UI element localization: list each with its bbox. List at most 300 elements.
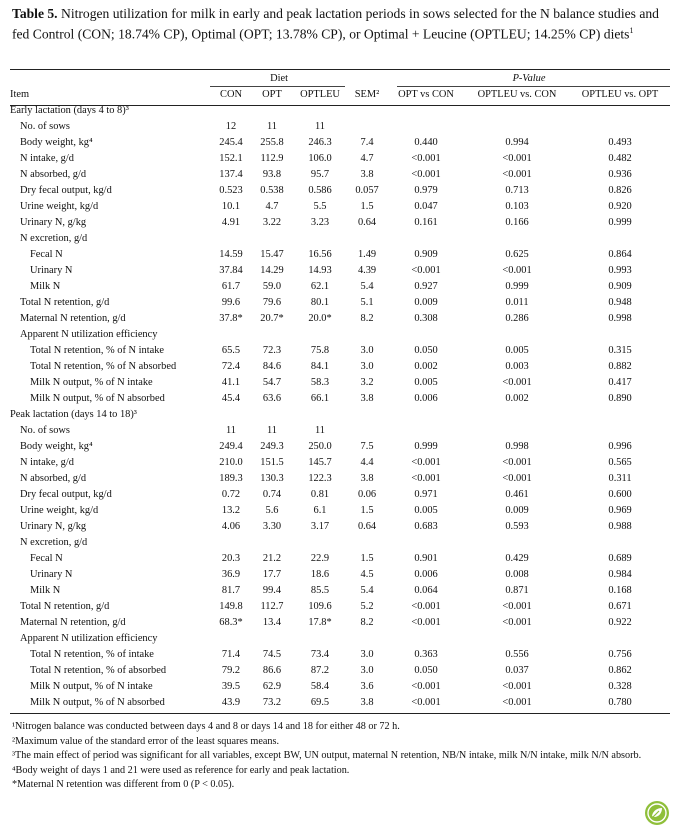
cell-sem — [346, 326, 388, 342]
col-header-sem: SEM² — [354, 88, 380, 100]
cell-opt: 112.7 — [260, 600, 284, 612]
cell-optleu-vs-opt: 0.311 — [608, 472, 632, 484]
table-row — [10, 390, 670, 406]
row-label: Fecal N — [30, 552, 63, 564]
cell-sem: 0.057 — [355, 184, 379, 196]
cell-sem — [346, 102, 388, 118]
cell-opt-vs-con: <0.001 — [411, 696, 441, 708]
cell-optleu-vs-con: 0.009 — [505, 504, 529, 516]
cell-optleu: 3.23 — [310, 216, 330, 228]
cell-opt: 74.5 — [262, 648, 282, 660]
table-row — [10, 438, 670, 454]
cell-optleu-vs-opt — [570, 230, 670, 246]
cell-optleu: 122.3 — [308, 472, 332, 484]
row-label: Early lactation (days 4 to 8)³ — [10, 104, 129, 116]
cell-sem: 4.5 — [360, 568, 374, 580]
row-label: Total N retention, % of N intake — [30, 344, 165, 356]
cell-optleu-vs-con: 0.999 — [505, 280, 529, 292]
row-label: N excretion, g/d — [20, 536, 88, 548]
cell-opt: 17.7 — [262, 568, 282, 580]
cell-opt-vs-con: 0.363 — [414, 648, 438, 660]
cell-optleu-vs-opt: 0.999 — [608, 216, 632, 228]
row-label: Maternal N retention, g/d — [20, 312, 126, 324]
cell-optleu-vs-opt — [570, 422, 670, 438]
cell-con: 12 — [225, 120, 237, 132]
footnote-1: ¹Nitrogen balance was conducted between days 4 and 8 or days 14 and 18 for either 48 or 72 h. — [12, 721, 400, 732]
cell-sem: 5.1 — [360, 296, 374, 308]
cell-con: 41.1 — [221, 376, 241, 388]
cell-optleu-vs-con: <0.001 — [502, 168, 532, 180]
table-row — [10, 198, 670, 214]
cell-con: 11 — [225, 424, 236, 436]
cell-sem: 0.06 — [357, 488, 377, 500]
cell-opt: 93.8 — [262, 168, 282, 180]
cell-con: 0.72 — [221, 488, 241, 500]
row-label: Total N retention, g/d — [20, 600, 110, 612]
cell-optleu-vs-opt — [570, 118, 670, 134]
table-row — [10, 470, 670, 486]
cell-optleu-vs-con: 0.713 — [505, 184, 529, 196]
cell-con — [212, 534, 250, 550]
cell-optleu-vs-con — [464, 534, 570, 550]
cell-opt — [250, 230, 294, 246]
cell-opt-vs-con: 0.005 — [414, 504, 438, 516]
table-row — [10, 598, 670, 614]
cell-optleu — [294, 102, 346, 118]
table-row — [10, 230, 670, 246]
footnote-5: *Maternal N retention was different from 0 (P < 0.05). — [12, 779, 235, 791]
col-header-opt: OPT — [262, 88, 282, 100]
table-row — [10, 406, 670, 422]
cell-optleu-vs-con: <0.001 — [502, 376, 532, 388]
cell-opt — [250, 326, 294, 342]
cell-con — [212, 406, 250, 422]
table-row — [10, 678, 670, 694]
cell-optleu: 6.1 — [313, 504, 327, 516]
table-label: Table 5. — [12, 6, 58, 21]
cell-opt-vs-con: <0.001 — [411, 680, 441, 692]
col-header-optleu: OPTLEU — [300, 88, 340, 100]
cell-sem: 5.4 — [360, 280, 374, 292]
cell-optleu-vs-opt: 0.996 — [608, 440, 632, 452]
table-row — [10, 566, 670, 582]
cell-con — [212, 230, 250, 246]
cell-optleu: 80.1 — [310, 296, 330, 308]
cell-con: 71.4 — [221, 648, 241, 660]
row-label: N excretion, g/d — [20, 232, 88, 244]
cell-con: 43.9 — [221, 696, 241, 708]
cell-opt-vs-con — [388, 630, 464, 646]
cell-optleu-vs-opt: 0.315 — [608, 344, 632, 356]
row-label: N intake, g/d — [20, 456, 74, 468]
cell-opt-vs-con: 0.999 — [414, 440, 438, 452]
cell-optleu: 106.0 — [308, 152, 332, 164]
table-row — [10, 518, 670, 534]
cell-con: 81.7 — [221, 584, 241, 596]
cell-optleu-vs-opt: 0.482 — [608, 152, 632, 164]
cell-sem: 3.0 — [360, 648, 374, 660]
cell-optleu-vs-opt: 0.756 — [608, 648, 632, 660]
diet-group-heading: Diet — [270, 72, 288, 84]
row-label: N absorbed, g/d — [20, 168, 87, 180]
cell-optleu-vs-con — [464, 102, 570, 118]
cell-optleu: 62.1 — [310, 280, 330, 292]
cell-optleu-vs-opt: 0.862 — [608, 664, 632, 676]
leaf-seal-icon — [644, 800, 670, 826]
cell-con: 4.06 — [221, 520, 241, 532]
cell-sem — [346, 630, 388, 646]
table-row — [10, 134, 670, 150]
pvalue-group-heading: P-Value — [512, 72, 546, 84]
cell-optleu-vs-opt: 0.909 — [608, 280, 632, 292]
cell-opt: 54.7 — [262, 376, 282, 388]
cell-sem: 7.5 — [360, 440, 374, 452]
cell-opt-vs-con: <0.001 — [411, 616, 441, 628]
cell-opt-vs-con: 0.909 — [414, 248, 438, 260]
cell-optleu: 11 — [315, 424, 326, 436]
cell-opt — [250, 406, 294, 422]
cell-opt-vs-con: <0.001 — [411, 456, 441, 468]
cell-opt: 0.538 — [260, 184, 284, 196]
footnotes — [12, 720, 672, 793]
cell-con: 245.4 — [219, 136, 243, 148]
cell-con: 10.1 — [221, 200, 241, 212]
cell-sem: 3.8 — [360, 168, 374, 180]
cell-opt-vs-con: 0.047 — [414, 200, 438, 212]
cell-sem — [346, 534, 388, 550]
cell-optleu-vs-opt: 0.689 — [608, 552, 632, 564]
cell-optleu-vs-con: <0.001 — [502, 264, 532, 276]
row-label: Milk N — [30, 584, 61, 596]
cell-con: 37.8* — [219, 312, 243, 324]
cell-optleu-vs-opt: 0.826 — [608, 184, 632, 196]
cell-optleu-vs-con: 0.556 — [505, 648, 529, 660]
cell-opt: 99.4 — [262, 584, 282, 596]
cell-optleu: 250.0 — [308, 440, 332, 452]
cell-opt: 11 — [266, 424, 277, 436]
cell-optleu-vs-con: 0.008 — [505, 568, 529, 580]
cell-optleu-vs-con — [464, 230, 570, 246]
row-label: Total N retention, % of intake — [30, 648, 154, 660]
cell-optleu-vs-opt: 0.864 — [608, 248, 632, 260]
cell-con: 72.4 — [221, 360, 241, 372]
row-label: Milk N — [30, 280, 61, 292]
table-row — [10, 662, 670, 678]
cell-optleu-vs-con: <0.001 — [502, 680, 532, 692]
cell-optleu-vs-opt: 0.882 — [608, 360, 632, 372]
cell-opt-vs-con: 0.005 — [414, 376, 438, 388]
cell-sem: 5.2 — [360, 600, 374, 612]
table-row — [10, 646, 670, 662]
row-label: Urinary N — [30, 264, 73, 276]
cell-optleu — [294, 534, 346, 550]
cell-opt: 14.29 — [260, 264, 284, 276]
table-row — [10, 694, 670, 710]
cell-optleu: 0.586 — [308, 184, 332, 196]
footnote-2: ²Maximum value of the standard error of the least squares means. — [12, 735, 279, 747]
table-row — [10, 294, 670, 310]
cell-sem: 4.7 — [360, 152, 374, 164]
cell-optleu: 18.6 — [310, 568, 330, 580]
cell-sem: 3.0 — [360, 360, 374, 372]
cell-opt: 249.3 — [260, 440, 284, 452]
cell-sem: 3.6 — [360, 680, 374, 692]
cell-opt-vs-con: 0.050 — [414, 344, 438, 356]
cell-optleu: 3.17 — [310, 520, 330, 532]
cell-opt: 3.22 — [262, 216, 282, 228]
cell-optleu: 66.1 — [310, 392, 330, 404]
cell-con — [212, 326, 250, 342]
cell-opt-vs-con: <0.001 — [411, 600, 441, 612]
table-row — [10, 630, 670, 646]
cell-opt: 79.6 — [262, 296, 282, 308]
cell-optleu-vs-con: <0.001 — [502, 472, 532, 484]
cell-opt — [250, 630, 294, 646]
table-row — [10, 502, 670, 518]
cell-optleu: 17.8* — [308, 616, 332, 628]
cell-opt: 20.7* — [260, 312, 284, 324]
row-label: Milk N output, % of N intake — [30, 376, 153, 388]
cell-optleu-vs-con: 0.037 — [505, 664, 529, 676]
cell-optleu-vs-opt: 0.984 — [608, 568, 632, 580]
cell-opt: 151.5 — [260, 456, 284, 468]
cell-optleu: 145.7 — [308, 456, 332, 468]
cell-opt-vs-con — [388, 326, 464, 342]
table-row — [10, 374, 670, 390]
cell-opt-vs-con: 0.440 — [414, 136, 438, 148]
cell-optleu — [294, 406, 346, 422]
cell-con: 79.2 — [221, 664, 241, 676]
cell-optleu: 22.9 — [310, 552, 330, 564]
cell-opt: 84.6 — [262, 360, 282, 372]
cell-opt: 112.9 — [260, 152, 284, 164]
cell-optleu-vs-con: 0.429 — [505, 552, 529, 564]
cell-optleu: 20.0* — [308, 312, 332, 324]
cell-optleu — [294, 630, 346, 646]
cell-sem — [346, 406, 388, 422]
cell-optleu-vs-opt: 0.920 — [608, 200, 632, 212]
cell-optleu-vs-con: 0.625 — [505, 248, 529, 260]
table-row — [10, 342, 670, 358]
cell-optleu: 58.3 — [310, 376, 330, 388]
col-header-item: Item — [10, 88, 30, 100]
caption-footnote-ref: 1 — [629, 25, 634, 35]
cell-con: 137.4 — [219, 168, 243, 180]
cell-con: 65.5 — [221, 344, 241, 356]
row-label: Urinary N, g/kg — [20, 216, 87, 228]
cell-optleu-vs-con: <0.001 — [502, 152, 532, 164]
cell-opt-vs-con — [388, 118, 464, 134]
cell-optleu-vs-con: 0.998 — [505, 440, 529, 452]
cell-opt-vs-con: <0.001 — [411, 152, 441, 164]
row-label: Urinary N, g/kg — [20, 520, 87, 532]
row-label: Dry fecal output, kg/d — [20, 184, 112, 196]
cell-sem — [346, 118, 388, 134]
cell-optleu-vs-opt — [570, 630, 670, 646]
cell-sem: 3.2 — [360, 376, 374, 388]
table-row — [10, 310, 670, 326]
cell-sem: 1.49 — [357, 248, 377, 260]
row-label: No. of sows — [20, 424, 70, 436]
cell-opt-vs-con — [388, 422, 464, 438]
cell-optleu-vs-con: 0.103 — [505, 200, 529, 212]
cell-opt-vs-con — [388, 102, 464, 118]
cell-sem: 3.8 — [360, 392, 374, 404]
cell-sem: 8.2 — [360, 312, 374, 324]
col-header-optleu-vs-con: OPTLEU vs. CON — [477, 88, 557, 100]
cell-optleu-vs-con: <0.001 — [502, 696, 532, 708]
cell-opt-vs-con: 0.064 — [414, 584, 438, 596]
cell-optleu-vs-con — [464, 422, 570, 438]
row-label: Total N retention, % of N absorbed — [30, 360, 177, 372]
cell-optleu-vs-opt: 0.493 — [608, 136, 632, 148]
cell-optleu: 69.5 — [310, 696, 330, 708]
row-label: Apparent N utilization efficiency — [20, 328, 158, 340]
row-label: Total N retention, g/d — [20, 296, 110, 308]
table-row — [10, 182, 670, 198]
cell-opt: 59.0 — [262, 280, 282, 292]
caption-text: Nitrogen utilization for milk in early and peak lactation periods in sows selected for the N balance studies and fed Control (CON; 18.74% CP), Optimal (OPT; 13.78% CP), or Optimal + Leucine (OPTLEU; 14.25% CP) diets — [12, 6, 659, 42]
cell-con: 0.523 — [219, 184, 243, 196]
cell-con: 39.5 — [221, 680, 241, 692]
cell-optleu: 16.56 — [308, 248, 332, 260]
cell-opt-vs-con: 0.161 — [414, 216, 438, 228]
cell-opt: 4.7 — [265, 200, 279, 212]
cell-optleu-vs-con: 0.002 — [505, 392, 529, 404]
cell-optleu-vs-con: <0.001 — [502, 456, 532, 468]
table-row — [10, 262, 670, 278]
col-header-con: CON — [220, 88, 242, 100]
row-label: Maternal N retention, g/d — [20, 616, 126, 628]
cell-optleu-vs-opt: 0.417 — [608, 376, 632, 388]
cell-opt: 0.74 — [262, 488, 282, 500]
cell-sem: 3.0 — [360, 344, 374, 356]
table-row — [10, 486, 670, 502]
cell-optleu-vs-opt: 0.168 — [608, 584, 632, 596]
table-row — [10, 102, 670, 118]
cell-optleu: 109.6 — [308, 600, 332, 612]
cell-opt-vs-con: <0.001 — [411, 264, 441, 276]
cell-opt-vs-con: 0.050 — [414, 664, 438, 676]
cell-opt-vs-con: 0.927 — [414, 280, 438, 292]
cell-con: 61.7 — [221, 280, 241, 292]
cell-optleu: 246.3 — [308, 136, 332, 148]
cell-opt-vs-con: 0.006 — [414, 568, 438, 580]
cell-optleu: 95.7 — [310, 168, 330, 180]
cell-opt: 72.3 — [262, 344, 282, 356]
cell-sem: 1.5 — [360, 552, 374, 564]
cell-optleu-vs-con: 0.286 — [505, 312, 529, 324]
table-row — [10, 534, 670, 550]
table-row — [10, 358, 670, 374]
cell-sem: 0.64 — [357, 520, 377, 532]
cell-optleu-vs-opt — [570, 102, 670, 118]
cell-optleu-vs-opt: 0.328 — [608, 680, 632, 692]
cell-con: 189.3 — [219, 472, 243, 484]
cell-optleu-vs-con: <0.001 — [502, 616, 532, 628]
cell-con: 45.4 — [221, 392, 241, 404]
cell-sem: 0.64 — [357, 216, 377, 228]
cell-optleu: 5.5 — [313, 200, 327, 212]
cell-optleu-vs-con: 0.461 — [505, 488, 529, 500]
cell-optleu-vs-opt: 0.998 — [608, 312, 632, 324]
cell-con: 37.84 — [219, 264, 243, 276]
cell-optleu: 84.1 — [310, 360, 330, 372]
cell-opt: 15.47 — [260, 248, 284, 260]
cell-opt — [250, 534, 294, 550]
cell-optleu-vs-con — [464, 118, 570, 134]
cell-opt-vs-con: 0.971 — [414, 488, 438, 500]
cell-optleu: 0.81 — [310, 488, 330, 500]
row-label: N absorbed, g/d — [20, 472, 87, 484]
table-row — [10, 582, 670, 598]
cell-optleu: 85.5 — [310, 584, 330, 596]
cell-con: 14.59 — [219, 248, 243, 260]
cell-optleu-vs-con — [464, 630, 570, 646]
cell-optleu-vs-opt — [570, 406, 670, 422]
cell-con: 152.1 — [219, 152, 243, 164]
cell-sem: 3.8 — [360, 472, 374, 484]
cell-optleu-vs-con: 0.593 — [505, 520, 529, 532]
cell-sem: 1.5 — [360, 200, 374, 212]
row-label: Peak lactation (days 14 to 18)³ — [10, 408, 137, 420]
cell-optleu: 73.4 — [310, 648, 330, 660]
cell-opt-vs-con — [388, 230, 464, 246]
cell-sem — [346, 422, 388, 438]
row-label: Urine weight, kg/d — [20, 504, 99, 516]
row-label: Milk N output, % of N absorbed — [30, 392, 165, 404]
cell-opt: 11 — [266, 120, 277, 132]
cell-sem: 4.39 — [357, 264, 377, 276]
cell-optleu-vs-opt: 0.890 — [608, 392, 632, 404]
cell-opt: 130.3 — [260, 472, 284, 484]
cell-con: 68.3* — [219, 616, 243, 628]
row-label: N intake, g/d — [20, 152, 74, 164]
bottom-rule — [10, 713, 670, 714]
cell-optleu-vs-opt: 0.969 — [608, 504, 632, 516]
row-label: Urine weight, kg/d — [20, 200, 99, 212]
cell-con: 249.4 — [219, 440, 243, 452]
cell-opt: 62.9 — [262, 680, 282, 692]
cell-optleu-vs-con: 0.005 — [505, 344, 529, 356]
nitrogen-utilization-table — [10, 70, 670, 710]
row-label: Body weight, kg⁴ — [20, 136, 93, 148]
header-row — [10, 86, 670, 102]
cell-sem: 8.2 — [360, 616, 374, 628]
cell-con: 149.8 — [219, 600, 243, 612]
cell-opt-vs-con: 0.006 — [414, 392, 438, 404]
footnote-3: ³The main effect of period was significant for all variables, except BW, UN output, maternal N retention, NB/N intake, milk N/N intake, milk N/N absorb. — [12, 750, 642, 762]
cell-con: 13.2 — [221, 504, 241, 516]
cell-sem: 3.8 — [360, 696, 374, 708]
header-group-row — [10, 70, 670, 86]
cell-opt-vs-con: 0.308 — [414, 312, 438, 324]
cell-optleu-vs-con — [464, 406, 570, 422]
row-label: Total N retention, % of absorbed — [30, 664, 167, 676]
cell-opt-vs-con: 0.901 — [414, 552, 438, 564]
cell-opt: 13.4 — [262, 616, 282, 628]
table-row — [10, 326, 670, 342]
cell-optleu-vs-opt: 0.600 — [608, 488, 632, 500]
cell-optleu-vs-opt: 0.936 — [608, 168, 632, 180]
cell-sem — [346, 230, 388, 246]
row-label: Milk N output, % of N absorbed — [30, 696, 165, 708]
row-label: Urinary N — [30, 568, 73, 580]
table-row — [10, 214, 670, 230]
cell-opt: 3.30 — [262, 520, 282, 532]
table-row — [10, 422, 670, 438]
cell-opt-vs-con: 0.683 — [414, 520, 438, 532]
